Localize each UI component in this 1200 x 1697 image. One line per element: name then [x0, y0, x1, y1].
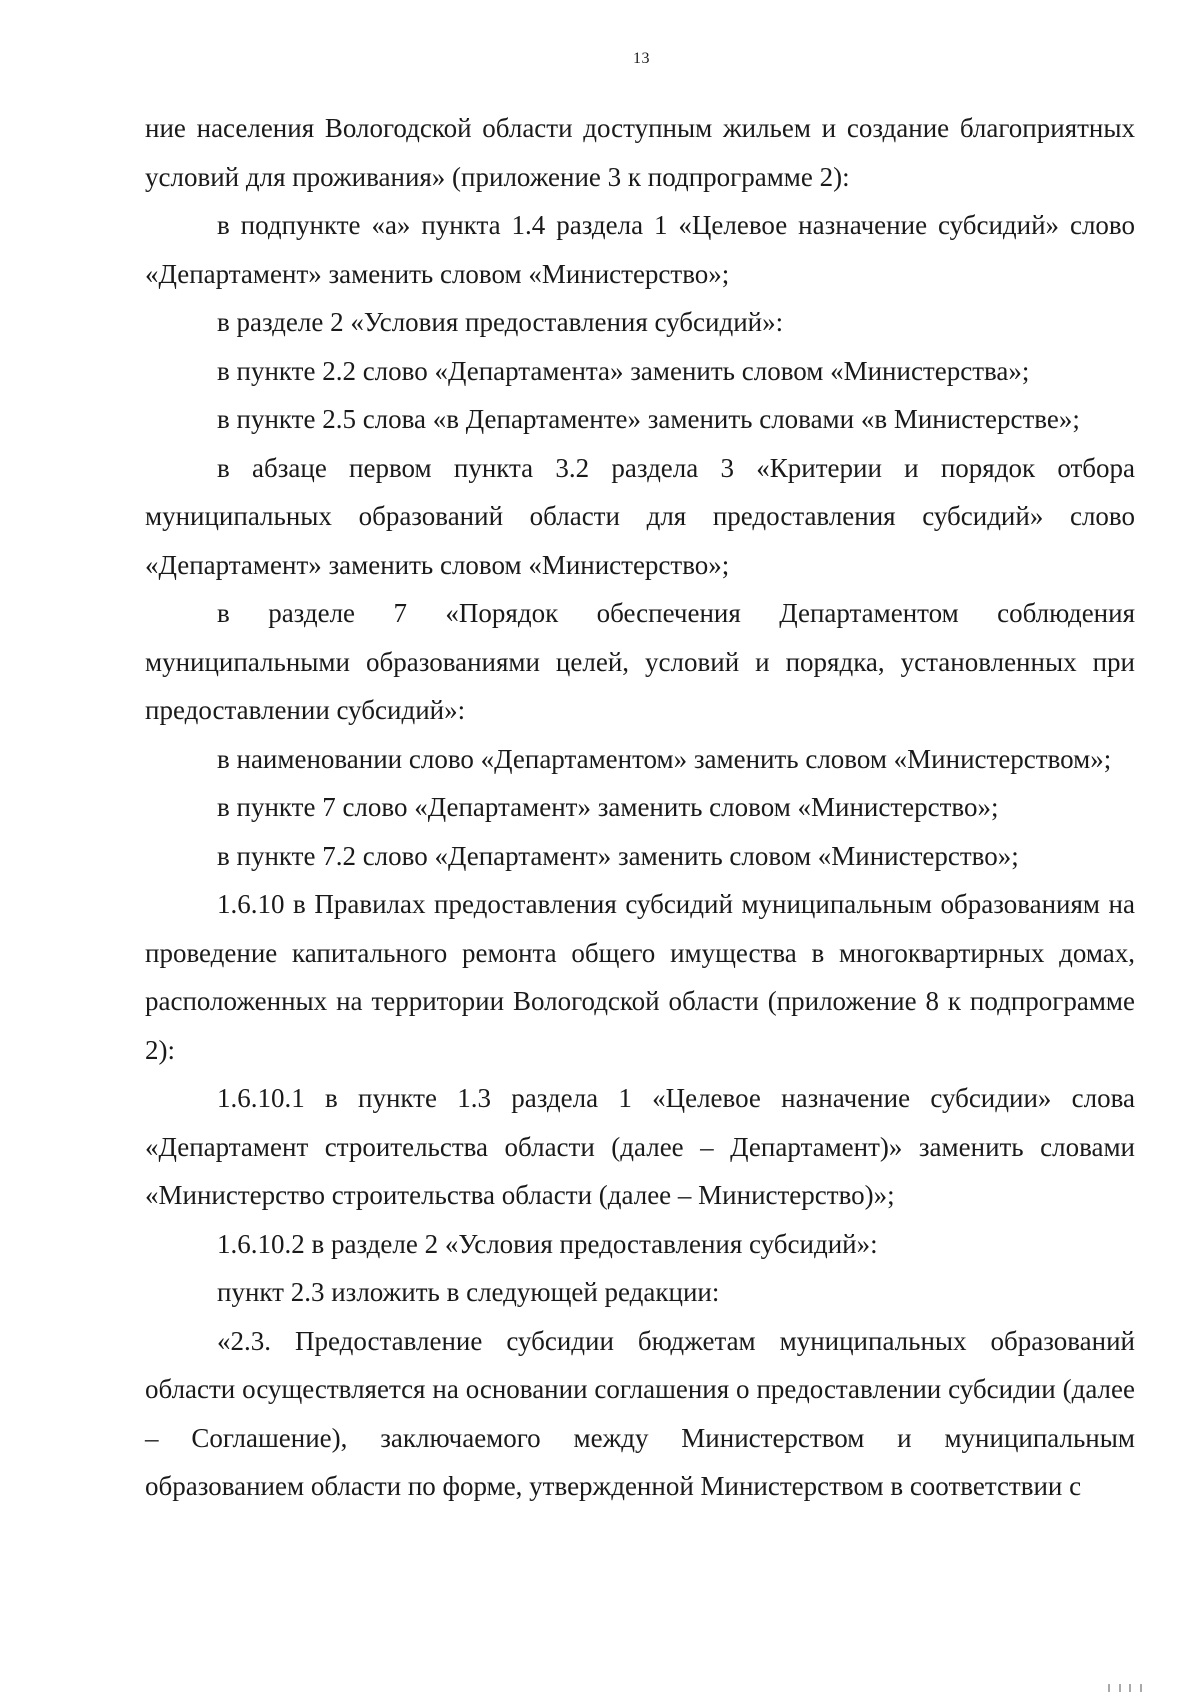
paragraph-8: в наименовании слово «Департаментом» заменить словом «Министерством»; [217, 743, 1112, 774]
paragraph-2: в подпункте «а» пункта 1.4 раздела 1 «Целевое назначение субсидий» слово «Департамент» заменить словом «Министерство»; [145, 210, 1135, 289]
paragraph-11: 1.6.10 в Правилах предоставления субсидий муниципальным образованиям на проведение капитального ремонта общего имущества в многоквартирных домах, расположенных на территории Вологодской области (приложение 8 к подпрограмме 2): [145, 889, 1135, 1065]
scan-edge-mark [1108, 1684, 1142, 1692]
paragraph-15: «2.3. Предоставление субсидии бюджетам муниципальных образований области осуществляется на основании соглашения о предоставлении субсидии (далее – Соглашение), заключаемого между Министерством и муниципальным образованием области по форме, утвержденной Министерством в соответствии с [145, 1325, 1135, 1501]
paragraph-13: 1.6.10.2 в разделе 2 «Условия предоставления субсидий»: [217, 1228, 878, 1259]
paragraph-5: в пункте 2.5 слова «в Департаменте» заменить словами «в Министерстве»; [217, 404, 1080, 434]
document-body [145, 104, 1135, 1511]
paragraph-6: в абзаце первом пункта 3.2 раздела 3 «Критерии и порядок отбора муниципальных образований области для предоставления субсидий» слово «Департамент» заменить словом «Министерство»; [145, 452, 1135, 580]
paragraph-14: пункт 2.3 изложить в следующей редакции: [217, 1277, 720, 1307]
paragraph-12: 1.6.10.1 в пункте 1.3 раздела 1 «Целевое назначение субсидии» слова «Департамент строительства области (далее – Департамент)» заменить словами «Министерство строительства области (далее – Министерство)»; [145, 1083, 1135, 1210]
paragraph-3: в разделе 2 «Условия предоставления субсидий»: [217, 307, 784, 337]
page-number: 13 [633, 50, 650, 67]
paragraph-1: ние населения Вологодской области доступным жильем и создание благоприятных условий для проживания» (приложение 3 к подпрограмме 2): [145, 113, 1135, 192]
paragraph-7: в разделе 7 «Порядок обеспечения Департаментом соблюдения муниципальными образованиями целей, условий и порядка, установленных при предоставлении субсидий»: [145, 598, 1135, 725]
paragraph-10: в пункте 7.2 слово «Департамент» заменить словом «Министерство»; [217, 840, 1019, 871]
paragraph-4: в пункте 2.2 слово «Департамента» заменить словом «Министерства»; [217, 355, 1030, 386]
paragraph-9: в пункте 7 слово «Департамент» заменить словом «Министерство»; [217, 792, 999, 822]
